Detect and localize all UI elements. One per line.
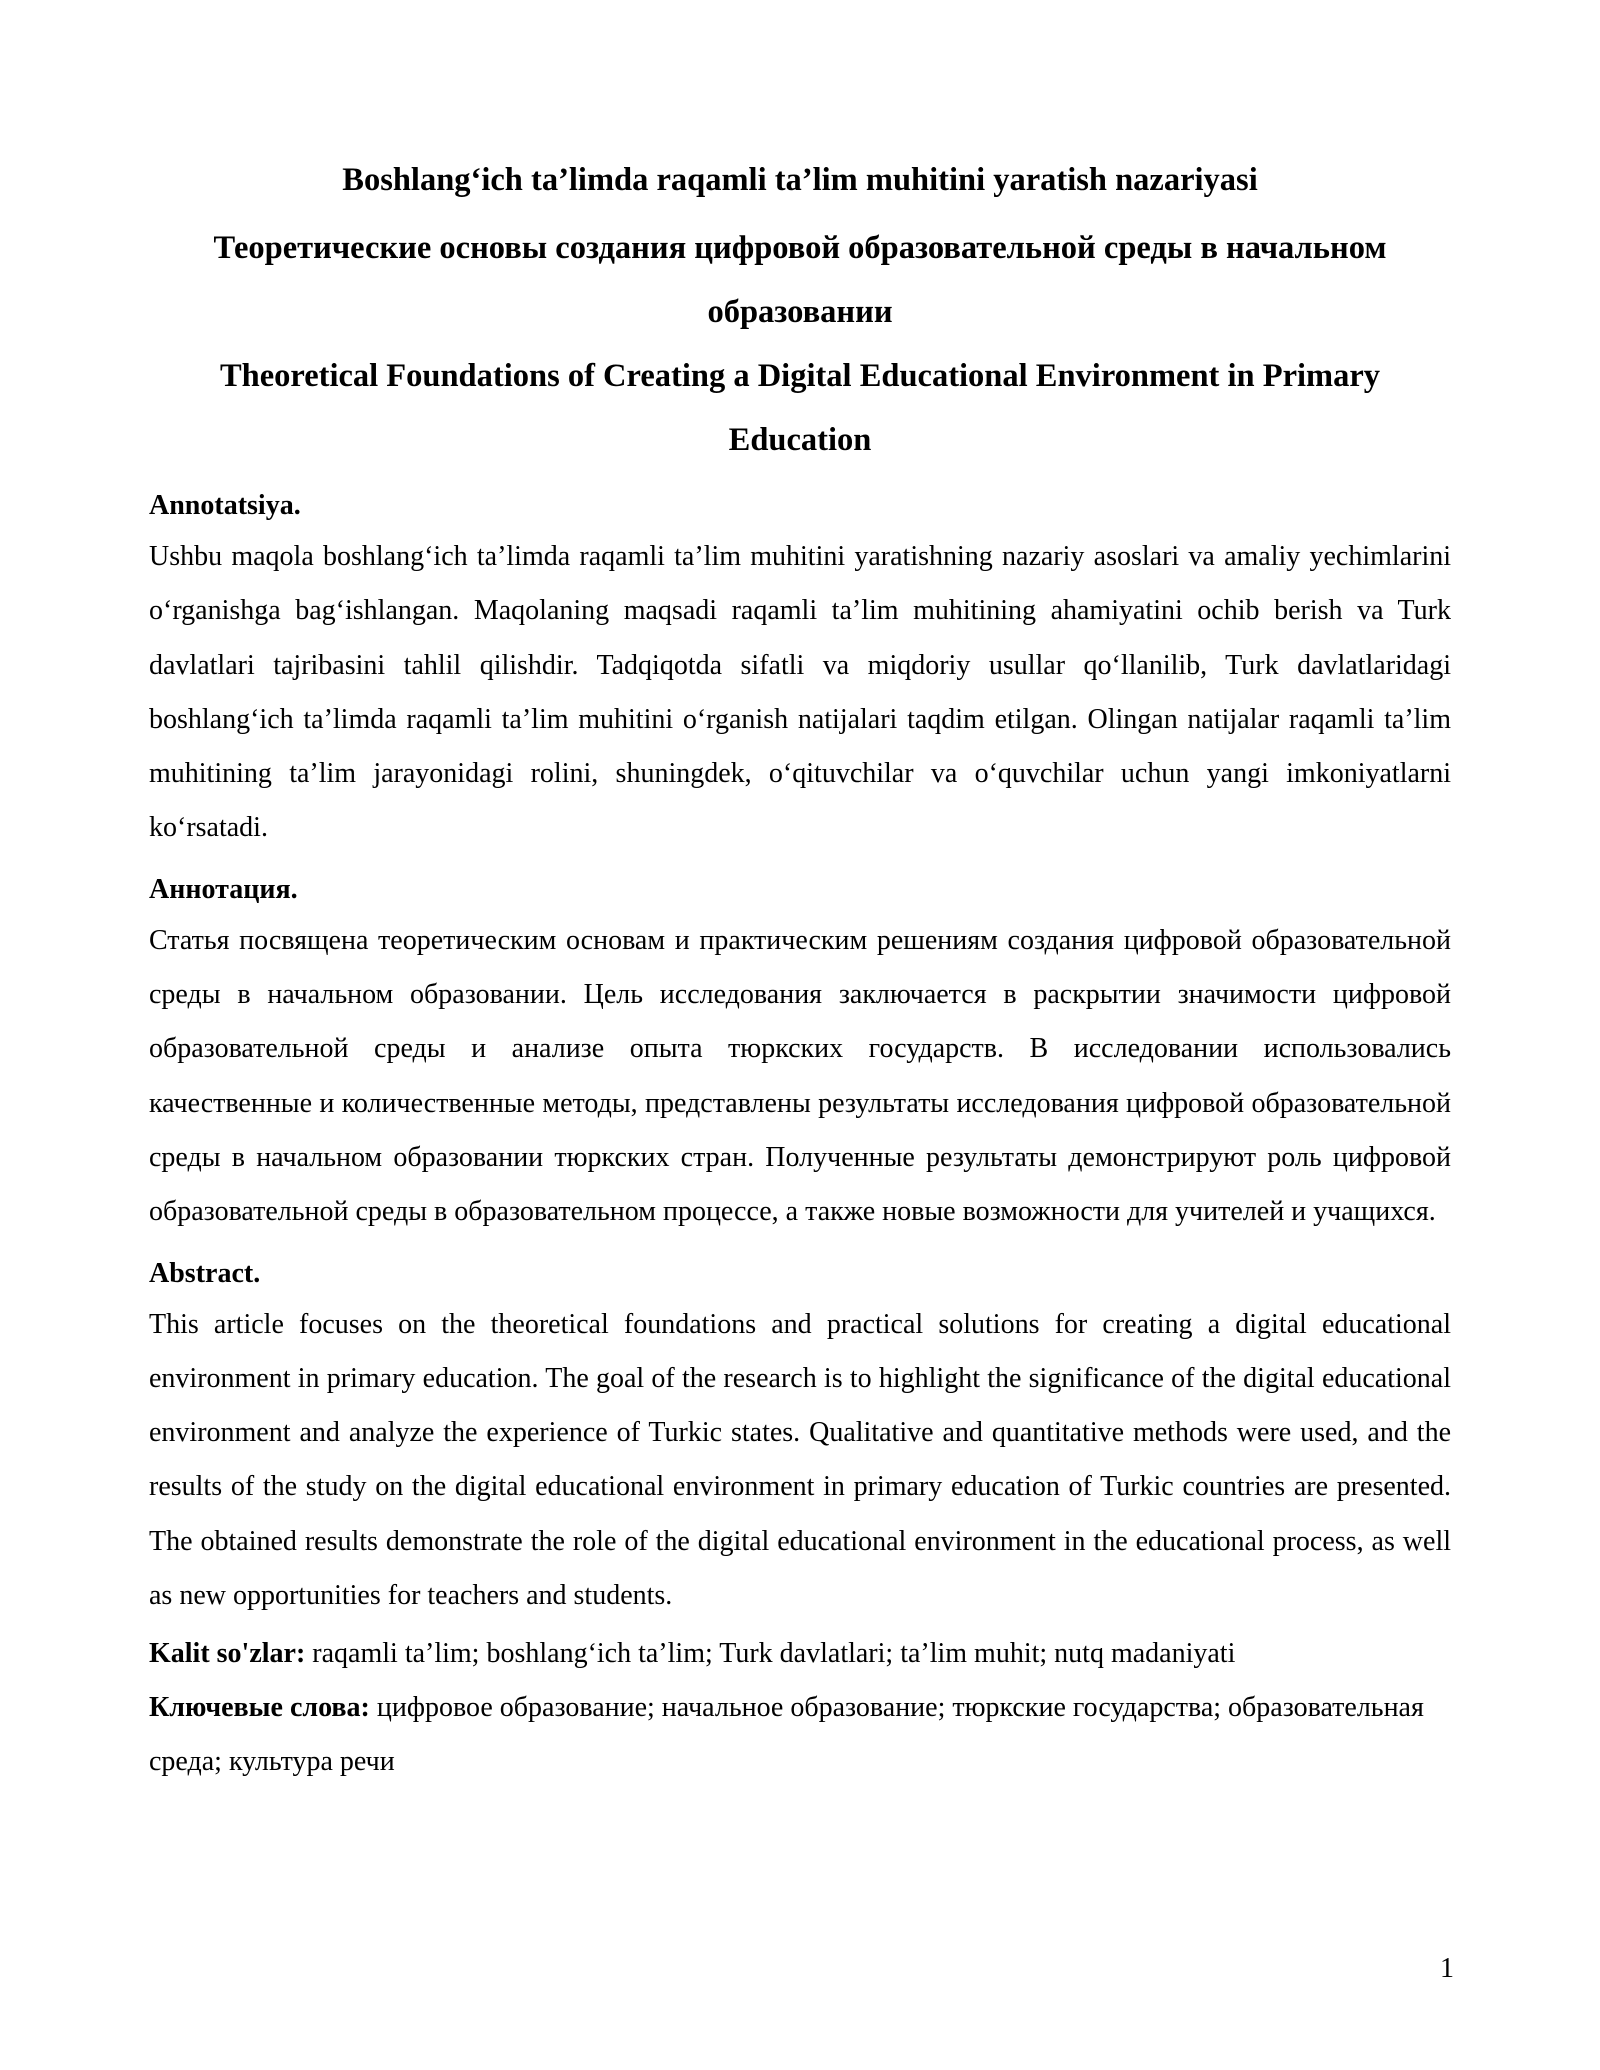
title-uzbek: Boshlang‘ich ta’limda raqamli ta’lim muhitini yaratish nazariyasi bbox=[342, 162, 1258, 198]
title-russian: Теоретические основы создания цифровой образовательной среды в начальном образовании bbox=[213, 230, 1387, 330]
keywords-uzbek bbox=[149, 1627, 1451, 1681]
keywords-uzbek-label: Kalit so'zlar: bbox=[149, 1638, 306, 1670]
title-english: Theoretical Foundations of Creating a Digital Educational Environment in Primary Education bbox=[219, 358, 1381, 458]
annotation-ru-heading: Аннотация. bbox=[149, 873, 298, 905]
page-content bbox=[149, 148, 1451, 1789]
keywords-russian bbox=[149, 1681, 1451, 1789]
abstract-text: This article focuses on the theoretical foundations and practical solutions for creating a digital educational environment in primary education. The goal of the research is to highlight the significance of the digital educational environment and analyze the experience of Turkic states. Qualitative and quantitative methods were used, and the results of the study on the digital educational environment in primary education of Turkic countries are presented. The obtained results demonstrate the role of the digital educational environment in the educational process, as well as new opportunities for teachers and students. bbox=[149, 1308, 1451, 1612]
keywords-russian-text: цифровое образование; начальное образование; тюркские государства; образовательная среда; культура речи bbox=[149, 1692, 1424, 1778]
annotation-ru-text: Статья посвящена теоретическим основам и практическим решениям создания цифровой образовательной среды в начальном образовании. Цель исследования заключается в раскрытии значимости цифровой образовательной среды и анализе опыта тюркских государств. В исследовании использовались качественные и количественные методы, представлены результаты исследования цифровой образовательной среды в начальном образовании тюркских стран. Полученные результаты демонстрируют роль цифровой образовательной среды в образовательном процессе, а также новые возможности для учителей и учащихся. bbox=[149, 924, 1451, 1228]
keywords-russian-label: Ключевые слова: bbox=[149, 1692, 370, 1724]
annotatsiya-text: Ushbu maqola boshlang‘ich ta’limda raqamli ta’lim muhitini yaratishning nazariy asoslari va amaliy yechimlarini o‘rganishga bag‘ishlangan. Maqolaning maqsadi raqamli ta’lim muhitining ahamiyatini ochib berish va Turk davlatlari tajribasini tahlil qilishdir. Tadqiqotda sifatli va miqdoriy usullar qo‘llanilib, Turk davlatlaridagi boshlang‘ich ta’limda raqamli ta’lim muhitini o‘rganish natijalari taqdim etilgan. Olingan natijalar raqamli ta’lim muhitining ta’lim jarayonidagi rolini, shuningdek, o‘qituvchilar va o‘quvchilar uchun yangi imkoniyatlarni ko‘rsatadi. bbox=[149, 541, 1451, 844]
keywords-uzbek-text: raqamli ta’lim; boshlang‘ich ta’lim; Turk davlatlari; ta’lim muhit; nutq madaniyati bbox=[312, 1638, 1236, 1670]
page-number: 1 bbox=[1440, 1953, 1454, 1984]
abstract-heading: Abstract. bbox=[149, 1257, 261, 1289]
annotatsiya-heading: Annotatsiya. bbox=[149, 490, 301, 521]
